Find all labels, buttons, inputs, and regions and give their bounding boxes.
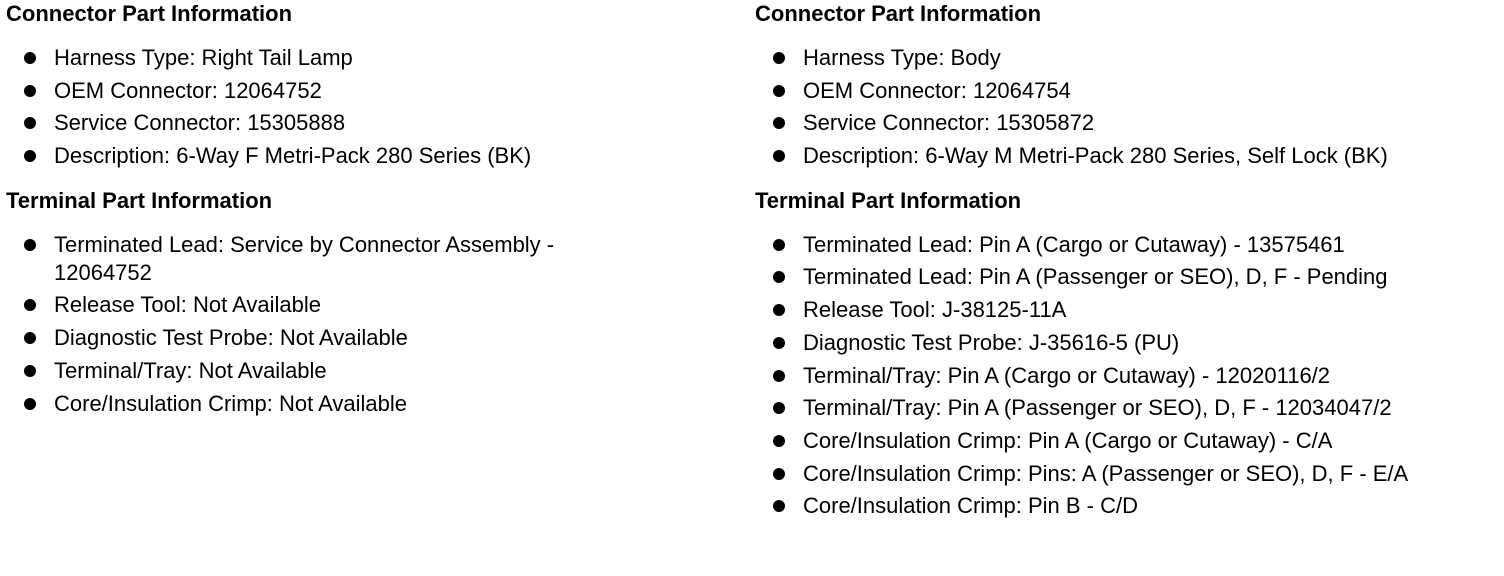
bullet-icon: [773, 370, 785, 382]
terminal-list-right: [755, 229, 1500, 523]
right-column: [755, 0, 1500, 523]
list-item: Core/Insulation Crimp: Pin B - C/D: [755, 490, 1500, 523]
terminal-list-left: [6, 229, 706, 420]
list-item: Description: 6-Way M Metri-Pack 280 Series, Self Lock (BK): [755, 140, 1500, 173]
list-item: Terminated Lead: Service by Connector Assembly - 12064752: [6, 229, 706, 290]
list-item: Terminal/Tray: Pin A (Cargo or Cutaway) - 12020116/2: [755, 360, 1500, 393]
bullet-icon: [24, 332, 36, 344]
bullet-icon: [24, 365, 36, 377]
connector-heading-right: Connector Part Information: [755, 1, 1042, 26]
list-item: Service Connector: 15305888: [6, 107, 706, 140]
bullet-icon: [773, 150, 785, 162]
list-item: OEM Connector: 12064752: [6, 75, 706, 108]
bullet-icon: [24, 239, 36, 251]
bullet-icon: [773, 239, 785, 251]
list-item: Terminal/Tray: Not Available: [6, 355, 706, 388]
list-item: Diagnostic Test Probe: J-35616-5 (PU): [755, 327, 1500, 360]
list-item: Release Tool: Not Available: [6, 289, 706, 322]
connector-list-right: [755, 42, 1500, 173]
bullet-icon: [773, 402, 785, 414]
left-column: [6, 0, 706, 420]
bullet-icon: [24, 398, 36, 410]
list-item: Core/Insulation Crimp: Not Available: [6, 388, 706, 421]
list-item: Service Connector: 15305872: [755, 107, 1500, 140]
list-item: Core/Insulation Crimp: Pins: A (Passenger or SEO), D, F - E/A: [755, 458, 1500, 491]
list-item: OEM Connector: 12064754: [755, 75, 1500, 108]
bullet-icon: [24, 150, 36, 162]
bullet-icon: [773, 271, 785, 283]
bullet-icon: [773, 500, 785, 512]
list-item: Release Tool: J-38125-11A: [755, 294, 1500, 327]
list-item: Terminated Lead: Pin A (Passenger or SEO), D, F - Pending: [755, 261, 1500, 294]
list-item: Terminated Lead: Pin A (Cargo or Cutaway) - 13575461: [755, 229, 1500, 262]
terminal-heading-left: Terminal Part Information: [6, 187, 273, 213]
bullet-icon: [773, 85, 785, 97]
list-item: Harness Type: Right Tail Lamp: [6, 42, 706, 75]
bullet-icon: [773, 304, 785, 316]
list-item: Description: 6-Way F Metri-Pack 280 Series (BK): [6, 140, 706, 173]
list-item: Core/Insulation Crimp: Pin A (Cargo or Cutaway) - C/A: [755, 425, 1500, 458]
list-item: Harness Type: Body: [755, 42, 1500, 75]
bullet-icon: [24, 117, 36, 129]
bullet-icon: [773, 52, 785, 64]
connector-list-left: [6, 42, 706, 173]
bullet-icon: [24, 85, 36, 97]
bullet-icon: [773, 435, 785, 447]
list-item: Terminal/Tray: Pin A (Passenger or SEO), D, F - 12034047/2: [755, 392, 1500, 425]
list-item: Diagnostic Test Probe: Not Available: [6, 322, 706, 355]
terminal-heading-right: Terminal Part Information: [755, 187, 1022, 213]
bullet-icon: [773, 337, 785, 349]
connector-heading-left: Connector Part Information: [6, 1, 293, 26]
bullet-icon: [24, 52, 36, 64]
bullet-icon: [773, 117, 785, 129]
bullet-icon: [773, 468, 785, 480]
bullet-icon: [24, 299, 36, 311]
